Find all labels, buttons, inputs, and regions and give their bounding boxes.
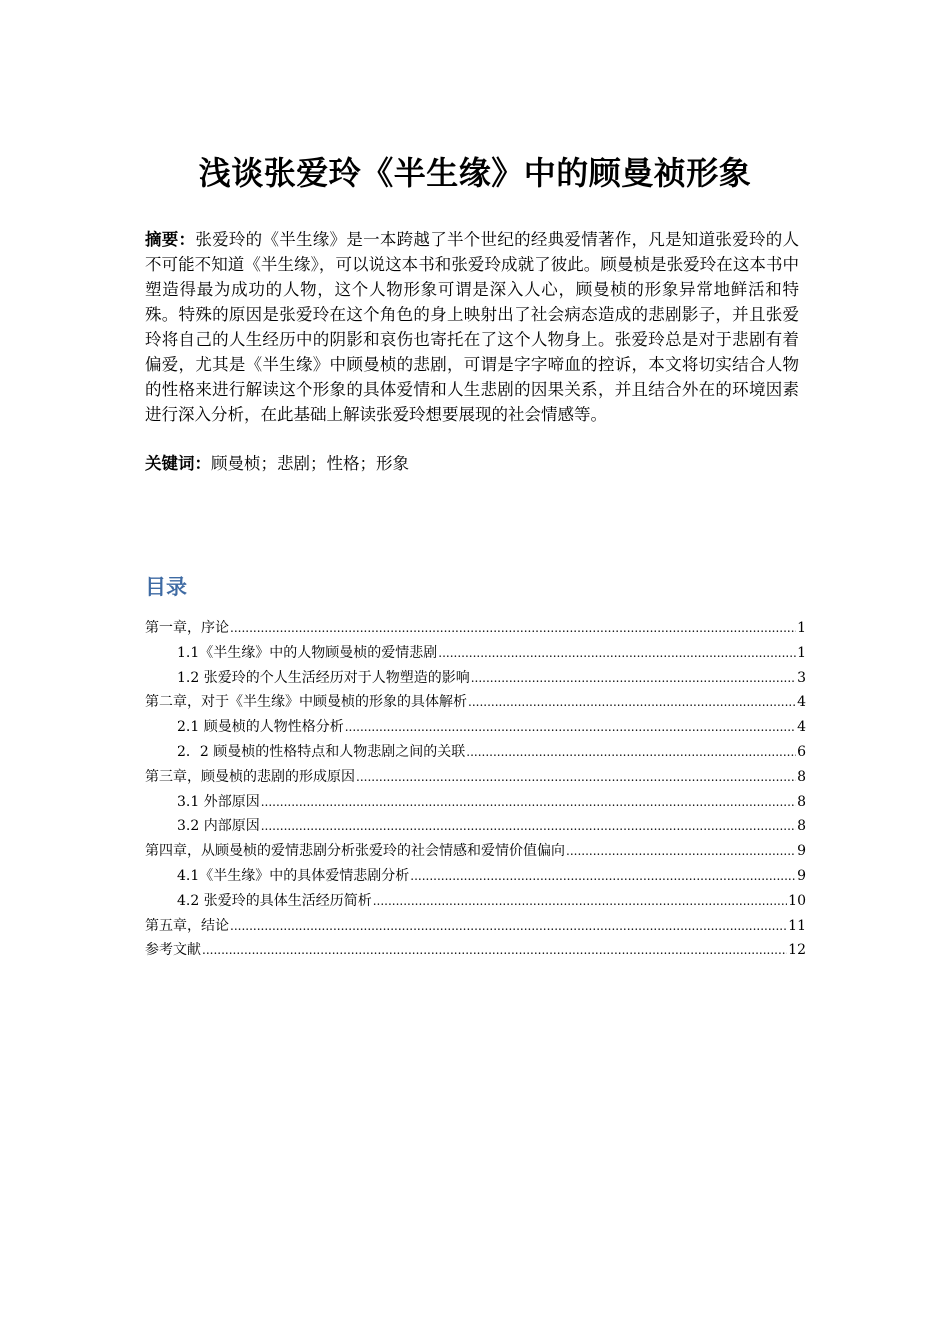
toc-entry-page: 1 [797, 644, 806, 661]
toc-entry-title: 第三章，顾曼桢的悲剧的形成原因 [145, 768, 355, 785]
toc-entry-title: 第一章，序论 [145, 620, 229, 636]
toc-leader-dots [471, 666, 796, 691]
toc-entry[interactable] [145, 715, 806, 740]
toc-entry[interactable] [145, 938, 806, 963]
toc-entry-page: 3 [797, 669, 806, 686]
toc-leader-dots [566, 839, 796, 864]
toc-entry-page: 4 [797, 694, 806, 711]
toc-leader-dots [466, 740, 796, 765]
toc-entry-title: 1.1《半生缘》中的人物顾曼桢的爱情悲剧 [177, 644, 438, 661]
toc-entry[interactable] [145, 765, 806, 790]
toc-entry-title: 第五章，结论 [145, 917, 229, 934]
toc-entry[interactable] [145, 889, 806, 914]
toc-entry-title: 4.2 张爱玲的具体生活经历简析 [177, 892, 372, 909]
toc-leader-dots [410, 864, 796, 889]
toc-leader-dots [202, 938, 787, 963]
toc-leader-dots [230, 914, 787, 939]
toc-entry-page: 9 [797, 867, 806, 884]
toc-entry-page: 8 [797, 793, 806, 810]
toc-leader-dots [468, 690, 796, 715]
toc-entry-page: 8 [797, 818, 806, 835]
toc-leader-dots [356, 765, 796, 790]
toc-entry[interactable] [145, 616, 806, 641]
toc-entry-page: 1 [797, 620, 806, 636]
abstract [145, 227, 799, 427]
toc-entry[interactable] [145, 790, 806, 815]
keywords-text: 顾曼桢；悲剧；性格；形象 [211, 454, 409, 473]
page-title: 浅谈张爱玲《半生缘》中的顾曼祯形象 [198, 154, 752, 193]
toc-entry-page: 9 [797, 843, 806, 860]
toc-entry[interactable] [145, 914, 806, 939]
toc-entry-title: 第四章，从顾曼桢的爱情悲剧分析张爱玲的社会情感和爱情价值偏向 [145, 843, 565, 860]
toc-entry-title: 1.2 张爱玲的个人生活经历对于人物塑造的影响 [177, 669, 470, 686]
table-of-contents [145, 616, 806, 963]
toc-entry-title: 3.1 外部原因 [177, 793, 260, 810]
toc-entry-page: 11 [788, 917, 806, 934]
toc-entry-title: 2．2 顾曼桢的性格特点和人物悲剧之间的关联 [177, 743, 466, 760]
toc-entry[interactable] [145, 864, 806, 889]
toc-entry[interactable] [145, 839, 806, 864]
toc-entry-title: 3.2 内部原因 [177, 818, 260, 835]
keywords-label: 关键词： [145, 454, 211, 473]
toc-leader-dots [230, 616, 796, 641]
toc-entry-page: 10 [788, 892, 806, 909]
toc-entry-title: 参考文献 [145, 942, 201, 959]
toc-entry-title: 第二章，对于《半生缘》中顾曼桢的形象的具体解析 [145, 694, 467, 711]
toc-entry[interactable] [145, 641, 806, 666]
toc-entry-page: 6 [797, 743, 806, 760]
toc-entry[interactable] [145, 666, 806, 691]
toc-leader-dots [345, 715, 796, 740]
toc-leader-dots [373, 889, 787, 914]
toc-entry[interactable] [145, 740, 806, 765]
toc-heading: 目录 [145, 575, 187, 599]
toc-leader-dots [438, 641, 796, 666]
toc-entry-page: 4 [797, 719, 806, 736]
toc-entry-title: 2.1 顾曼桢的人物性格分析 [177, 719, 344, 736]
toc-entry[interactable] [145, 814, 806, 839]
abstract-label: 摘要： [145, 230, 196, 249]
toc-entry-title: 4.1《半生缘》中的具体爱情悲剧分析 [177, 867, 410, 884]
abstract-text: 张爱玲的《半生缘》是一本跨越了半个世纪的经典爱情著作，凡是知道张爱玲的人不可能不知道《半生缘》，可以说这本书和张爱玲成就了彼此。顾曼桢是张爱玲在这本书中塑造得最为成功的人物，这个人物形象可谓是深入人心，顾曼桢的形象异常地鲜活和特殊。特殊的原因是张爱玲在这个角色的身上映射出了社会病态造成的悲剧影子，并且张爱玲将自己的人生经历中的阴影和哀伤也寄托在了这个人物身上。张爱玲总是对于悲剧有着偏爱，尤其是《半生缘》中顾曼桢的悲剧，可谓是字字啼血的控诉，本文将切实结合人物的性格来进行解读这个形象的具体爱情和人生悲剧的因果关系，并且结合外在的环境因素进行深入分析，在此基础上解读张爱玲想要展现的社会情感等。 [145, 230, 800, 424]
toc-leader-dots [261, 790, 796, 815]
toc-leader-dots [261, 814, 796, 839]
keywords [145, 451, 799, 476]
toc-entry-page: 8 [797, 768, 806, 785]
toc-entry-page: 12 [788, 942, 806, 959]
toc-entry[interactable] [145, 690, 806, 715]
